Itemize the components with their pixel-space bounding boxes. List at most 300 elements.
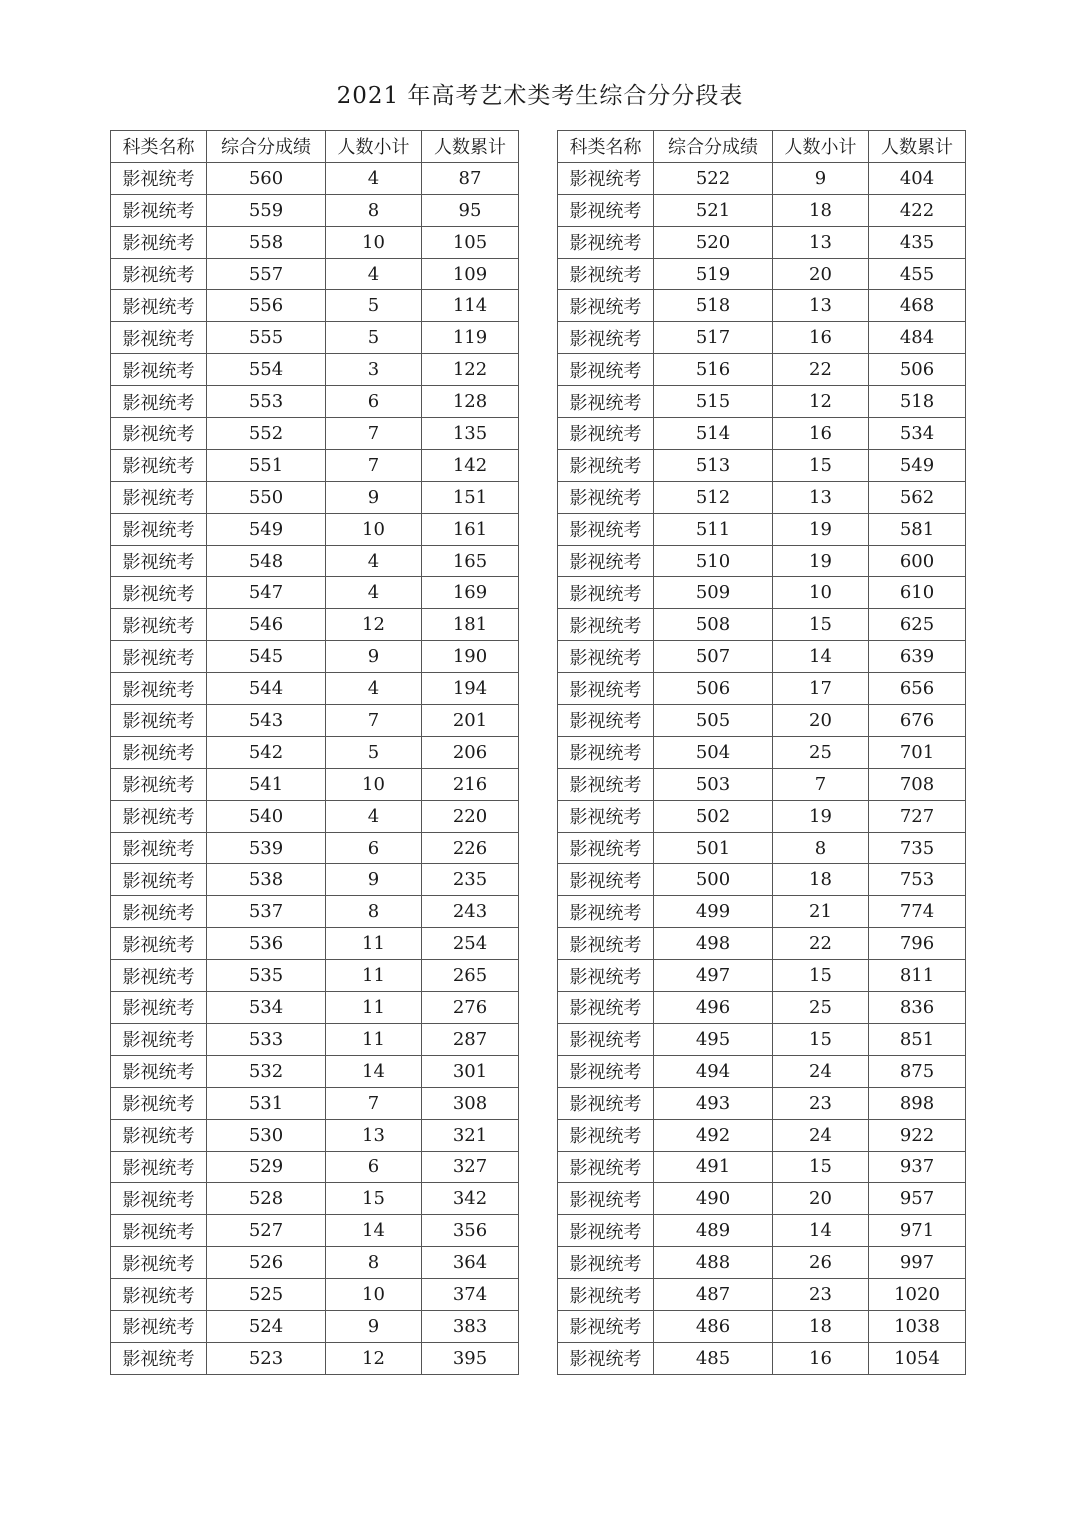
- cell-score: 506: [654, 673, 773, 705]
- cell-cumulative: 549: [869, 449, 966, 481]
- column-header-count: 人数小计: [326, 131, 422, 163]
- cell-cumulative: 774: [869, 896, 966, 928]
- cell-score: 507: [654, 641, 773, 673]
- cell-score: 517: [654, 322, 773, 354]
- cell-cumulative: 308: [422, 1087, 519, 1119]
- cell-cumulative: 235: [422, 864, 519, 896]
- cell-score: 527: [207, 1215, 326, 1247]
- cell-cumulative: 727: [869, 800, 966, 832]
- cell-category: 影视统考: [111, 322, 207, 354]
- column-header-count: 人数小计: [773, 131, 869, 163]
- score-table-right: [557, 130, 966, 1375]
- cell-cumulative: 395: [422, 1342, 519, 1374]
- cell-cumulative: 109: [422, 258, 519, 290]
- cell-cumulative: 1038: [869, 1310, 966, 1342]
- cell-cumulative: 128: [422, 386, 519, 418]
- cell-cumulative: 735: [869, 832, 966, 864]
- cell-count: 17: [773, 673, 869, 705]
- cell-cumulative: 701: [869, 736, 966, 768]
- cell-score: 543: [207, 705, 326, 737]
- cell-category: 影视统考: [111, 928, 207, 960]
- table-row: [558, 896, 966, 928]
- table-row: [558, 481, 966, 513]
- cell-category: 影视统考: [558, 960, 654, 992]
- cell-score: 533: [207, 1023, 326, 1055]
- cell-score: 531: [207, 1087, 326, 1119]
- column-header-category: 科类名称: [558, 131, 654, 163]
- cell-cumulative: 656: [869, 673, 966, 705]
- column-header-score: 综合分成绩: [207, 131, 326, 163]
- cell-category: 影视统考: [558, 832, 654, 864]
- cell-cumulative: 216: [422, 768, 519, 800]
- cell-cumulative: 169: [422, 577, 519, 609]
- cell-score: 510: [654, 545, 773, 577]
- cell-category: 影视统考: [558, 194, 654, 226]
- table-row: [558, 832, 966, 864]
- cell-category: 影视统考: [111, 1342, 207, 1374]
- table-row: [111, 162, 519, 194]
- cell-category: 影视统考: [111, 705, 207, 737]
- table-row: [558, 864, 966, 896]
- cell-count: 7: [773, 768, 869, 800]
- cell-score: 553: [207, 386, 326, 418]
- cell-category: 影视统考: [111, 1279, 207, 1311]
- cell-cumulative: 957: [869, 1183, 966, 1215]
- cell-count: 9: [326, 481, 422, 513]
- cell-cumulative: 342: [422, 1183, 519, 1215]
- cell-cumulative: 610: [869, 577, 966, 609]
- cell-category: 影视统考: [111, 1119, 207, 1151]
- cell-cumulative: 220: [422, 800, 519, 832]
- table-row: [111, 960, 519, 992]
- cell-score: 532: [207, 1055, 326, 1087]
- cell-category: 影视统考: [111, 513, 207, 545]
- table-row: [111, 1279, 519, 1311]
- cell-score: 548: [207, 545, 326, 577]
- page-title: 2021 年高考艺术类考生综合分分段表: [336, 83, 744, 109]
- cell-score: 559: [207, 194, 326, 226]
- cell-category: 影视统考: [111, 386, 207, 418]
- table-row: [558, 1247, 966, 1279]
- cell-cumulative: 301: [422, 1055, 519, 1087]
- cell-cumulative: 87: [422, 162, 519, 194]
- table-row: [111, 1247, 519, 1279]
- cell-cumulative: 898: [869, 1087, 966, 1119]
- cell-count: 16: [773, 322, 869, 354]
- cell-cumulative: 194: [422, 673, 519, 705]
- cell-score: 513: [654, 449, 773, 481]
- cell-count: 13: [773, 226, 869, 258]
- cell-count: 15: [326, 1183, 422, 1215]
- cell-count: 6: [326, 832, 422, 864]
- cell-count: 11: [326, 928, 422, 960]
- cell-score: 560: [207, 162, 326, 194]
- cell-category: 影视统考: [558, 226, 654, 258]
- cell-count: 4: [326, 545, 422, 577]
- cell-count: 16: [773, 1342, 869, 1374]
- cell-category: 影视统考: [111, 418, 207, 450]
- cell-score: 485: [654, 1342, 773, 1374]
- cell-cumulative: 206: [422, 736, 519, 768]
- cell-count: 22: [773, 354, 869, 386]
- cell-cumulative: 422: [869, 194, 966, 226]
- cell-count: 8: [326, 896, 422, 928]
- cell-score: 493: [654, 1087, 773, 1119]
- cell-count: 12: [773, 386, 869, 418]
- table-row: [111, 1151, 519, 1183]
- cell-category: 影视统考: [558, 354, 654, 386]
- column-header-cumulative: 人数累计: [422, 131, 519, 163]
- cell-category: 影视统考: [558, 513, 654, 545]
- cell-category: 影视统考: [558, 1342, 654, 1374]
- cell-category: 影视统考: [558, 896, 654, 928]
- table-header-row: [558, 131, 966, 163]
- cell-category: 影视统考: [111, 1151, 207, 1183]
- table-row: [111, 641, 519, 673]
- cell-category: 影视统考: [558, 1023, 654, 1055]
- cell-score: 556: [207, 290, 326, 322]
- table-row: [558, 1151, 966, 1183]
- table-row: [558, 449, 966, 481]
- cell-category: 影视统考: [111, 864, 207, 896]
- table-row: [558, 418, 966, 450]
- cell-category: 影视统考: [111, 290, 207, 322]
- cell-cumulative: 534: [869, 418, 966, 450]
- cell-score: 554: [207, 354, 326, 386]
- cell-cumulative: 374: [422, 1279, 519, 1311]
- cell-category: 影视统考: [111, 194, 207, 226]
- cell-count: 18: [773, 1310, 869, 1342]
- cell-count: 7: [326, 418, 422, 450]
- table-row: [111, 577, 519, 609]
- cell-score: 519: [654, 258, 773, 290]
- cell-score: 487: [654, 1279, 773, 1311]
- cell-score: 512: [654, 481, 773, 513]
- cell-score: 518: [654, 290, 773, 322]
- table-row: [558, 1087, 966, 1119]
- cell-score: 525: [207, 1279, 326, 1311]
- column-header-cumulative: 人数累计: [869, 131, 966, 163]
- cell-score: 520: [654, 226, 773, 258]
- cell-category: 影视统考: [558, 1310, 654, 1342]
- cell-cumulative: 1020: [869, 1279, 966, 1311]
- column-header-category: 科类名称: [111, 131, 207, 163]
- table-row: [111, 290, 519, 322]
- cell-category: 影视统考: [111, 1183, 207, 1215]
- cell-count: 10: [326, 226, 422, 258]
- cell-count: 11: [326, 1023, 422, 1055]
- cell-category: 影视统考: [558, 449, 654, 481]
- cell-count: 7: [326, 1087, 422, 1119]
- cell-score: 504: [654, 736, 773, 768]
- cell-category: 影视统考: [111, 641, 207, 673]
- cell-cumulative: 243: [422, 896, 519, 928]
- table-row: [111, 258, 519, 290]
- cell-score: 503: [654, 768, 773, 800]
- table-row: [111, 322, 519, 354]
- table-row: [558, 1183, 966, 1215]
- cell-score: 555: [207, 322, 326, 354]
- cell-count: 15: [773, 1023, 869, 1055]
- cell-category: 影视统考: [111, 258, 207, 290]
- cell-cumulative: 364: [422, 1247, 519, 1279]
- cell-cumulative: 95: [422, 194, 519, 226]
- cell-cumulative: 276: [422, 992, 519, 1024]
- cell-category: 影视统考: [558, 545, 654, 577]
- cell-score: 508: [654, 609, 773, 641]
- table-row: [558, 577, 966, 609]
- cell-category: 影视统考: [558, 1247, 654, 1279]
- cell-cumulative: 287: [422, 1023, 519, 1055]
- table-row: [111, 1023, 519, 1055]
- cell-score: 516: [654, 354, 773, 386]
- cell-cumulative: 937: [869, 1151, 966, 1183]
- table-row: [558, 736, 966, 768]
- cell-count: 15: [773, 449, 869, 481]
- cell-category: 影视统考: [558, 162, 654, 194]
- cell-count: 20: [773, 258, 869, 290]
- cell-cumulative: 484: [869, 322, 966, 354]
- table-row: [111, 1087, 519, 1119]
- cell-category: 影视统考: [111, 577, 207, 609]
- cell-cumulative: 165: [422, 545, 519, 577]
- cell-count: 23: [773, 1087, 869, 1119]
- table-row: [111, 513, 519, 545]
- cell-cumulative: 135: [422, 418, 519, 450]
- cell-count: 5: [326, 290, 422, 322]
- cell-category: 影视统考: [558, 290, 654, 322]
- cell-count: 9: [326, 1310, 422, 1342]
- cell-category: 影视统考: [111, 832, 207, 864]
- table-row: [558, 705, 966, 737]
- cell-category: 影视统考: [558, 577, 654, 609]
- table-row: [558, 1342, 966, 1374]
- cell-cumulative: 321: [422, 1119, 519, 1151]
- cell-category: 影视统考: [558, 641, 654, 673]
- cell-category: 影视统考: [558, 1151, 654, 1183]
- cell-category: 影视统考: [558, 481, 654, 513]
- cell-category: 影视统考: [558, 800, 654, 832]
- cell-category: 影视统考: [111, 226, 207, 258]
- cell-count: 21: [773, 896, 869, 928]
- cell-cumulative: 327: [422, 1151, 519, 1183]
- table-row: [558, 354, 966, 386]
- cell-count: 15: [773, 609, 869, 641]
- table-row: [558, 673, 966, 705]
- cell-cumulative: 383: [422, 1310, 519, 1342]
- cell-category: 影视统考: [111, 481, 207, 513]
- cell-score: 557: [207, 258, 326, 290]
- cell-score: 491: [654, 1151, 773, 1183]
- cell-cumulative: 562: [869, 481, 966, 513]
- cell-score: 546: [207, 609, 326, 641]
- cell-score: 549: [207, 513, 326, 545]
- cell-count: 4: [326, 162, 422, 194]
- table-row: [111, 992, 519, 1024]
- cell-score: 526: [207, 1247, 326, 1279]
- cell-category: 影视统考: [111, 768, 207, 800]
- table-row: [558, 800, 966, 832]
- cell-category: 影视统考: [111, 162, 207, 194]
- cell-count: 20: [773, 1183, 869, 1215]
- cell-cumulative: 122: [422, 354, 519, 386]
- cell-cumulative: 114: [422, 290, 519, 322]
- cell-count: 10: [326, 768, 422, 800]
- cell-count: 14: [326, 1215, 422, 1247]
- cell-score: 500: [654, 864, 773, 896]
- cell-cumulative: 600: [869, 545, 966, 577]
- cell-score: 545: [207, 641, 326, 673]
- cell-score: 529: [207, 1151, 326, 1183]
- cell-score: 547: [207, 577, 326, 609]
- table-row: [111, 481, 519, 513]
- cell-score: 505: [654, 705, 773, 737]
- cell-cumulative: 922: [869, 1119, 966, 1151]
- cell-count: 14: [773, 1215, 869, 1247]
- cell-cumulative: 119: [422, 322, 519, 354]
- cell-score: 490: [654, 1183, 773, 1215]
- table-row: [558, 386, 966, 418]
- cell-score: 536: [207, 928, 326, 960]
- cell-count: 9: [326, 641, 422, 673]
- cell-category: 影视统考: [111, 1215, 207, 1247]
- cell-score: 498: [654, 928, 773, 960]
- table-row: [558, 928, 966, 960]
- cell-count: 3: [326, 354, 422, 386]
- table-row: [111, 864, 519, 896]
- table-row: [558, 1023, 966, 1055]
- cell-category: 影视统考: [558, 1279, 654, 1311]
- cell-category: 影视统考: [111, 736, 207, 768]
- cell-count: 15: [773, 1151, 869, 1183]
- table-row: [111, 449, 519, 481]
- cell-count: 19: [773, 800, 869, 832]
- cell-cumulative: 997: [869, 1247, 966, 1279]
- cell-category: 影视统考: [558, 418, 654, 450]
- cell-count: 20: [773, 705, 869, 737]
- table-header-row: [111, 131, 519, 163]
- table-row: [111, 736, 519, 768]
- cell-cumulative: 356: [422, 1215, 519, 1247]
- cell-score: 509: [654, 577, 773, 609]
- table-row: [111, 1215, 519, 1247]
- cell-cumulative: 226: [422, 832, 519, 864]
- cell-count: 7: [326, 705, 422, 737]
- cell-cumulative: 265: [422, 960, 519, 992]
- table-body: [558, 162, 966, 1374]
- cell-cumulative: 161: [422, 513, 519, 545]
- cell-count: 5: [326, 322, 422, 354]
- cell-count: 4: [326, 258, 422, 290]
- table-row: [111, 609, 519, 641]
- table-row: [558, 290, 966, 322]
- cell-cumulative: 639: [869, 641, 966, 673]
- cell-count: 13: [773, 481, 869, 513]
- cell-category: 影视统考: [558, 1215, 654, 1247]
- table-row: [558, 992, 966, 1024]
- cell-cumulative: 625: [869, 609, 966, 641]
- cell-score: 544: [207, 673, 326, 705]
- cell-score: 499: [654, 896, 773, 928]
- cell-category: 影视统考: [558, 768, 654, 800]
- cell-score: 537: [207, 896, 326, 928]
- cell-cumulative: 435: [869, 226, 966, 258]
- cell-count: 19: [773, 545, 869, 577]
- table-row: [558, 1055, 966, 1087]
- table-row: [111, 1055, 519, 1087]
- cell-score: 538: [207, 864, 326, 896]
- cell-count: 8: [326, 194, 422, 226]
- cell-score: 492: [654, 1119, 773, 1151]
- cell-category: 影视统考: [111, 1087, 207, 1119]
- cell-cumulative: 142: [422, 449, 519, 481]
- cell-cumulative: 518: [869, 386, 966, 418]
- cell-score: 558: [207, 226, 326, 258]
- cell-score: 497: [654, 960, 773, 992]
- table-row: [558, 960, 966, 992]
- cell-count: 18: [773, 194, 869, 226]
- table-row: [111, 1342, 519, 1374]
- cell-category: 影视统考: [558, 1183, 654, 1215]
- cell-score: 494: [654, 1055, 773, 1087]
- cell-cumulative: 875: [869, 1055, 966, 1087]
- table-row: [111, 1310, 519, 1342]
- cell-category: 影视统考: [111, 609, 207, 641]
- cell-score: 528: [207, 1183, 326, 1215]
- cell-score: 514: [654, 418, 773, 450]
- cell-cumulative: 708: [869, 768, 966, 800]
- cell-category: 影视统考: [111, 896, 207, 928]
- cell-count: 8: [326, 1247, 422, 1279]
- cell-count: 11: [326, 992, 422, 1024]
- cell-score: 489: [654, 1215, 773, 1247]
- table-body: [111, 162, 519, 1374]
- cell-score: 522: [654, 162, 773, 194]
- cell-count: 22: [773, 928, 869, 960]
- cell-cumulative: 404: [869, 162, 966, 194]
- cell-category: 影视统考: [558, 609, 654, 641]
- cell-category: 影视统考: [558, 673, 654, 705]
- table-row: [111, 832, 519, 864]
- table-row: [558, 1279, 966, 1311]
- cell-score: 496: [654, 992, 773, 1024]
- table-row: [558, 641, 966, 673]
- cell-cumulative: 581: [869, 513, 966, 545]
- table-row: [111, 1119, 519, 1151]
- cell-cumulative: 105: [422, 226, 519, 258]
- cell-count: 24: [773, 1055, 869, 1087]
- column-header-score: 综合分成绩: [654, 131, 773, 163]
- cell-count: 12: [326, 1342, 422, 1374]
- cell-count: 6: [326, 1151, 422, 1183]
- cell-count: 12: [326, 609, 422, 641]
- table-row: [111, 896, 519, 928]
- cell-score: 530: [207, 1119, 326, 1151]
- cell-category: 影视统考: [111, 1310, 207, 1342]
- cell-category: 影视统考: [558, 386, 654, 418]
- cell-score: 541: [207, 768, 326, 800]
- cell-score: 534: [207, 992, 326, 1024]
- cell-score: 552: [207, 418, 326, 450]
- cell-count: 4: [326, 800, 422, 832]
- table-row: [558, 513, 966, 545]
- cell-cumulative: 1054: [869, 1342, 966, 1374]
- cell-score: 495: [654, 1023, 773, 1055]
- cell-category: 影视统考: [558, 705, 654, 737]
- table-row: [558, 162, 966, 194]
- cell-category: 影视统考: [558, 992, 654, 1024]
- cell-score: 542: [207, 736, 326, 768]
